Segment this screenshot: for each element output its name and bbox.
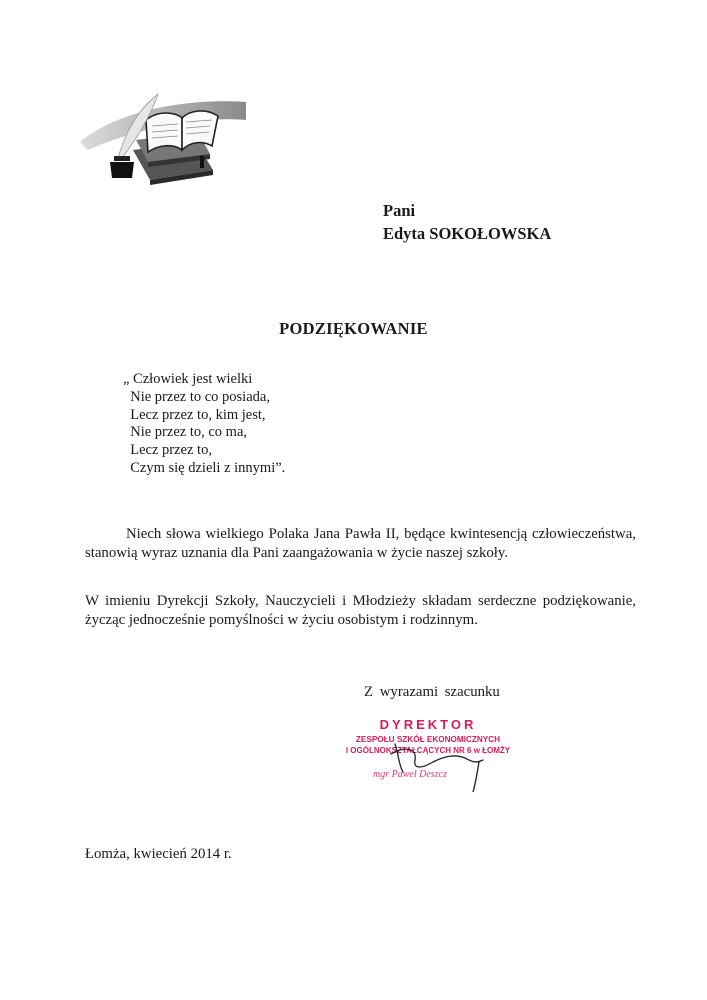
place-and-date: Łomża, kwiecień 2014 r. [85, 846, 232, 862]
body-paragraph-1: Niech słowa wielkiego Polaka Jana Pawła II, będące kwintesencją człowieczeństwa, stanowią wyraz uznania dla Pani zaangażowania w życie naszej szkoły. [85, 526, 636, 561]
poem-line: Lecz przez to, [123, 442, 212, 459]
poem-line: Lecz przez to, kim jest, [123, 406, 266, 423]
stamp-line-2: I OGÓLNOKSZTAŁCĄCYCH NR 6 w ŁOMŻY [345, 746, 511, 755]
poem-line: Czym się dzieli z innymi”. [123, 459, 286, 476]
poem-line: Nie przez to, co ma, [123, 424, 248, 441]
quote-poem [123, 371, 285, 478]
stamp-line-1: ZESPOŁU SZKÓŁ EKONOMICZNYCH [355, 735, 501, 744]
document-title: PODZIĘKOWANIE [279, 319, 428, 338]
director-stamp [333, 714, 523, 792]
recipient-name: Edyta SOKOŁOWSKA [383, 224, 552, 243]
body-paragraph-2: W imieniu Dyrekcji Szkoły, Nauczycieli i Młodzieży składam serdeczne podziękowanie, życząc jednocześnie pomyślności w życiu osobistym i rodzinnym. [85, 593, 636, 628]
poem-line: Nie przez to co posiada, [123, 388, 270, 405]
recipient-salutation: Pani [383, 201, 416, 220]
poem-line: „ Człowiek jest wielki [123, 371, 253, 387]
stamp-title: DYREKTOR [379, 717, 477, 732]
books-quill-logo [78, 80, 248, 185]
stamp-name: mgr Paweł Deszcz [373, 769, 447, 780]
recipient-block [383, 199, 551, 245]
closing-phrase: Z wyrazami szacunku [364, 684, 500, 700]
